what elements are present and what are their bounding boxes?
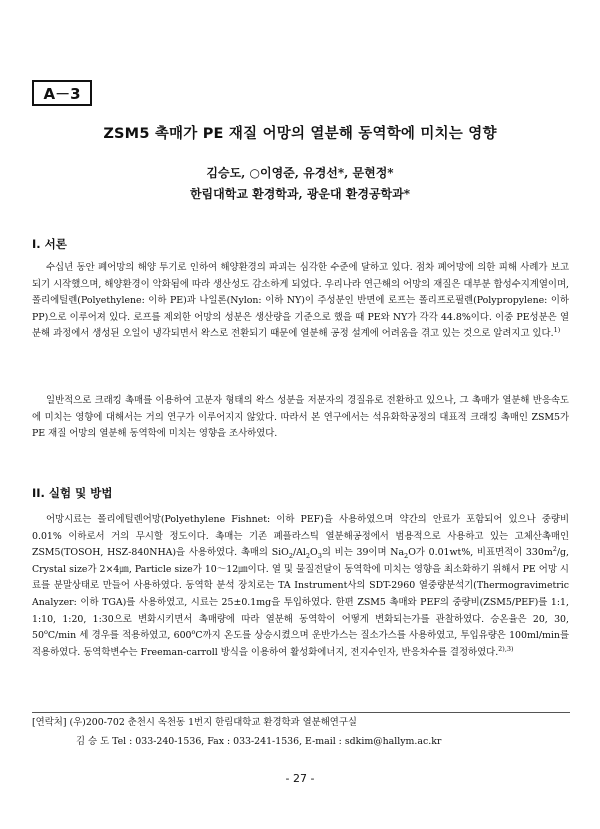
footnote-divider <box>32 712 570 713</box>
methods-text-5: O가 0.01wt%, 비표면적이 330m <box>408 547 553 559</box>
methods-text-1: 어망시료는 폴리에틸렌어망(Polyethylene Fishnet: 이하 PEF)을 사용하였으며 약간의 안료가 포함되어 있으나 중량비 0.01% 이하로서 거의 무시할 정도이다. 촉매는 기존 폐플라스틱 열분해공정에서 범용적으로 사용하고 있는 고체산촉매인 ZSM5(TOSOH, HSZ-840NHA)을 사용하였다. 촉매의 SiO <box>32 514 569 559</box>
citation-ref-1: 1) <box>553 326 561 335</box>
superscript: o <box>191 628 196 637</box>
page-number: - 27 - <box>285 772 315 785</box>
methods-text-6: /g, Crystal size가 2×4㎛, Particle size가 10～12㎛이다. 열 및 물질전달이 동역학에 미치는 영향을 최소화하기 위해서 PE 어망 시료를 분말상태로 만들어 사용하였다. 동역학 분석 장치로는 TA Instrument사의 SDT-2960 열중량분석기(Thermogravimetric Analyzer: 이하 TGA)를 사용하였고, 시료는 25±0.1mg을 투입하였다. 한편 ZSM5 촉매와 PEF의 중량비(ZSM5/PEF)를 1:1, 1:10, 1:20, 1:30으로 변화시키면서 촉매량에 따라 열분해 동역학이 어떻게 변화되는가를 관찰하였다. 승온율은 20, 30, 50 <box>32 547 569 642</box>
affiliation: 한림대학교 환경학과, 광운대 환경공학과* <box>189 187 411 201</box>
section-code-badge: A－3 <box>32 80 92 106</box>
section-heading-methods: II. 실험 및 방법 <box>32 486 113 500</box>
paper-title: ZSM5 촉매가 PE 재질 어망의 열분해 동역학에 미치는 영향 <box>103 126 497 142</box>
contact-address: [연락처] (우)200-702 춘천시 옥천동 1번지 한림대학교 환경학과 열분해연구실 <box>32 717 357 728</box>
intro-paragraph-1 <box>32 260 569 343</box>
subscript: 2 <box>288 552 293 561</box>
section-heading-introduction: I. 서론 <box>32 237 67 251</box>
contact-details: 김 승 도 Tel : 033-240-1536, Fax : 033-241-1536, E-mail : sdkim@hallym.ac.kr <box>76 736 442 747</box>
subscript: 2 <box>404 552 409 561</box>
methods-text-7: C/min 세 경우를 적용하였고, 600 <box>47 630 192 642</box>
methods-paragraph <box>32 512 569 661</box>
methods-text-8: C까지 온도를 상승시켰으며 운반가스는 질소가스를 사용하였고, 투입유량은 100ml/min를 적용하였다. 동역학변수는 Freeman-carroll 방식을 이용하여 활성화에너지, 전지수인자, 반응차수를 결정하였다. <box>32 630 569 658</box>
subscript: 2 <box>305 552 311 561</box>
subscript: 3 <box>317 552 322 561</box>
intro-paragraph-1-text: 수십년 동안 폐어망의 해양 투기로 인하여 해양환경의 파괴는 심각한 수준에 달하고 있다. 점차 폐어망에 의한 피해 사례가 보고되기 시작했으며, 해양환경이 악화됨에 따라 생산성도 감소하게 되었다. 우리나라 연근해의 어망의 재질은 대부분 합성수지계열이며, 폴리에틸렌(Polyethylene: 이하 PE)과 나일론(Nylon: 이하 NY)이 주성분인 반면에 로프는 폴리프로필렌(Polypropylene: 이하 PP)으로 이루어져 있다. 로프를 제외한 어망의 성분은 생산량을 기준으로 했을 때 PE와 NY가 각각 44.8%이다. 이중 PE성분은 열분해 과정에서 생성된 오일이 냉각되면서 왁스로 전환되기 때문에 열분해 공정 설계에 어려움을 겪고 있는 것으로 알려지고 있다. <box>32 262 569 340</box>
intro-paragraph-2: 일반적으로 크래킹 촉매를 이용하여 고분자 형태의 왁스 성분을 저분자의 경질유로 전환하고 있으나, 그 촉매가 열분해 반응속도에 미치는 영향에 대해서는 거의 연구가 이루어지지 않았다. 따라서 본 연구에서는 석유화학공정의 대표적 크래킹 촉매인 ZSM5가 PE 재질 어망의 열분해 동역학에 미치는 영향을 조사하였다. <box>32 395 569 440</box>
superscript: o <box>43 628 48 637</box>
methods-text-3: O <box>310 547 318 559</box>
methods-text-4: 의 비는 39이며 Na <box>321 547 405 559</box>
methods-text-2: /Al <box>292 547 306 559</box>
superscript: 2 <box>552 545 557 554</box>
citation-ref-2-3: 2),3) <box>498 644 514 653</box>
author-list: 김승도, ○이영준, 유경선*, 문현정* <box>206 166 394 180</box>
